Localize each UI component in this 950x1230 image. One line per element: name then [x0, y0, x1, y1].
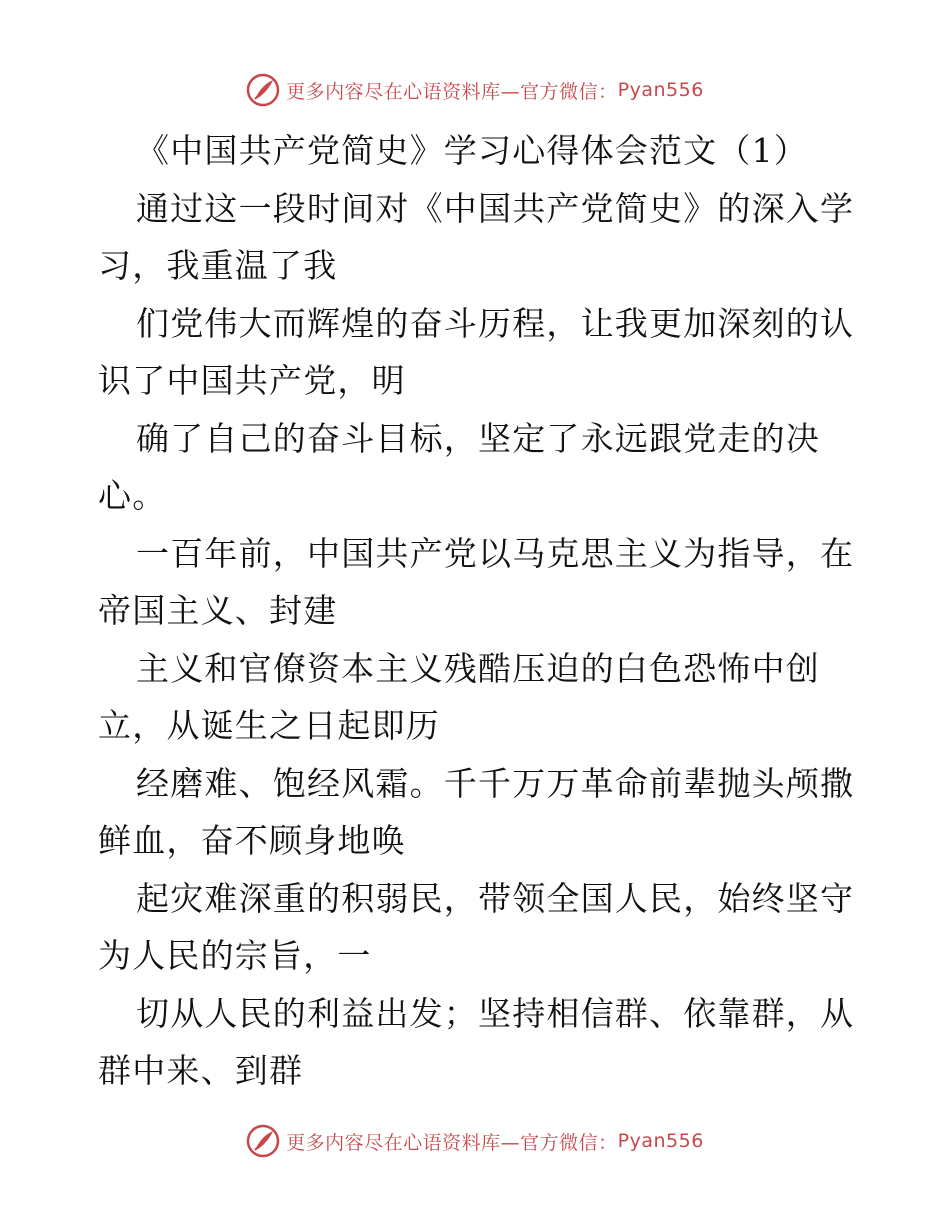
watermark-banner-bottom	[0, 1121, 950, 1161]
paragraph-line: 帝国主义、封建	[98, 591, 338, 630]
banner-wechat-id: Pyan556	[617, 79, 704, 101]
paragraph-line: 为人民的宗旨，一	[98, 936, 372, 975]
paragraph-line: 心。	[98, 476, 167, 515]
banner-wechat-id: Pyan556	[617, 1130, 704, 1152]
paragraph-line: 习，我重温了我	[98, 246, 338, 285]
paragraph-line: 切从人民的利益出发；坚持相信群、依靠群，从	[136, 993, 855, 1033]
paragraph-line: 通过这一段时间对《中国共产党简史》的深入学	[136, 188, 855, 228]
paragraph-line: 经磨难、饱经风霜。千千万万革命前辈抛头颅撒	[136, 763, 855, 803]
paragraph-line: 群中来、到群	[98, 1051, 304, 1090]
paragraph-line: 立，从诞生之日起即历	[98, 706, 440, 745]
watermark-banner-top	[0, 70, 950, 110]
quill-pen-logo-icon	[246, 1124, 280, 1158]
paragraph-line: 识了中国共产党，明	[98, 361, 406, 400]
document-title: 《中国共产党简史》学习心得体会范文（1）	[136, 131, 808, 170]
paragraph-line: 起灾难深重的积弱民，带领全国人民，始终坚守	[136, 878, 855, 918]
quill-pen-logo-icon	[246, 73, 280, 107]
banner-text: 更多内容尽在心语资料库—官方微信：	[286, 1131, 618, 1154]
paragraph-line: 主义和官僚资本主义残酷压迫的白色恐怖中创	[136, 648, 820, 688]
paragraph-line: 确了自己的奋斗目标，坚定了永远跟党走的决	[136, 418, 820, 458]
paragraph-line: 们党伟大而辉煌的奋斗历程，让我更加深刻的认	[136, 303, 855, 343]
paragraph-line: 鲜血，奋不顾身地唤	[98, 821, 406, 860]
banner-text: 更多内容尽在心语资料库—官方微信：	[286, 80, 618, 103]
document-body	[98, 122, 858, 1100]
paragraph-line: 一百年前，中国共产党以马克思主义为指导，在	[136, 533, 855, 573]
